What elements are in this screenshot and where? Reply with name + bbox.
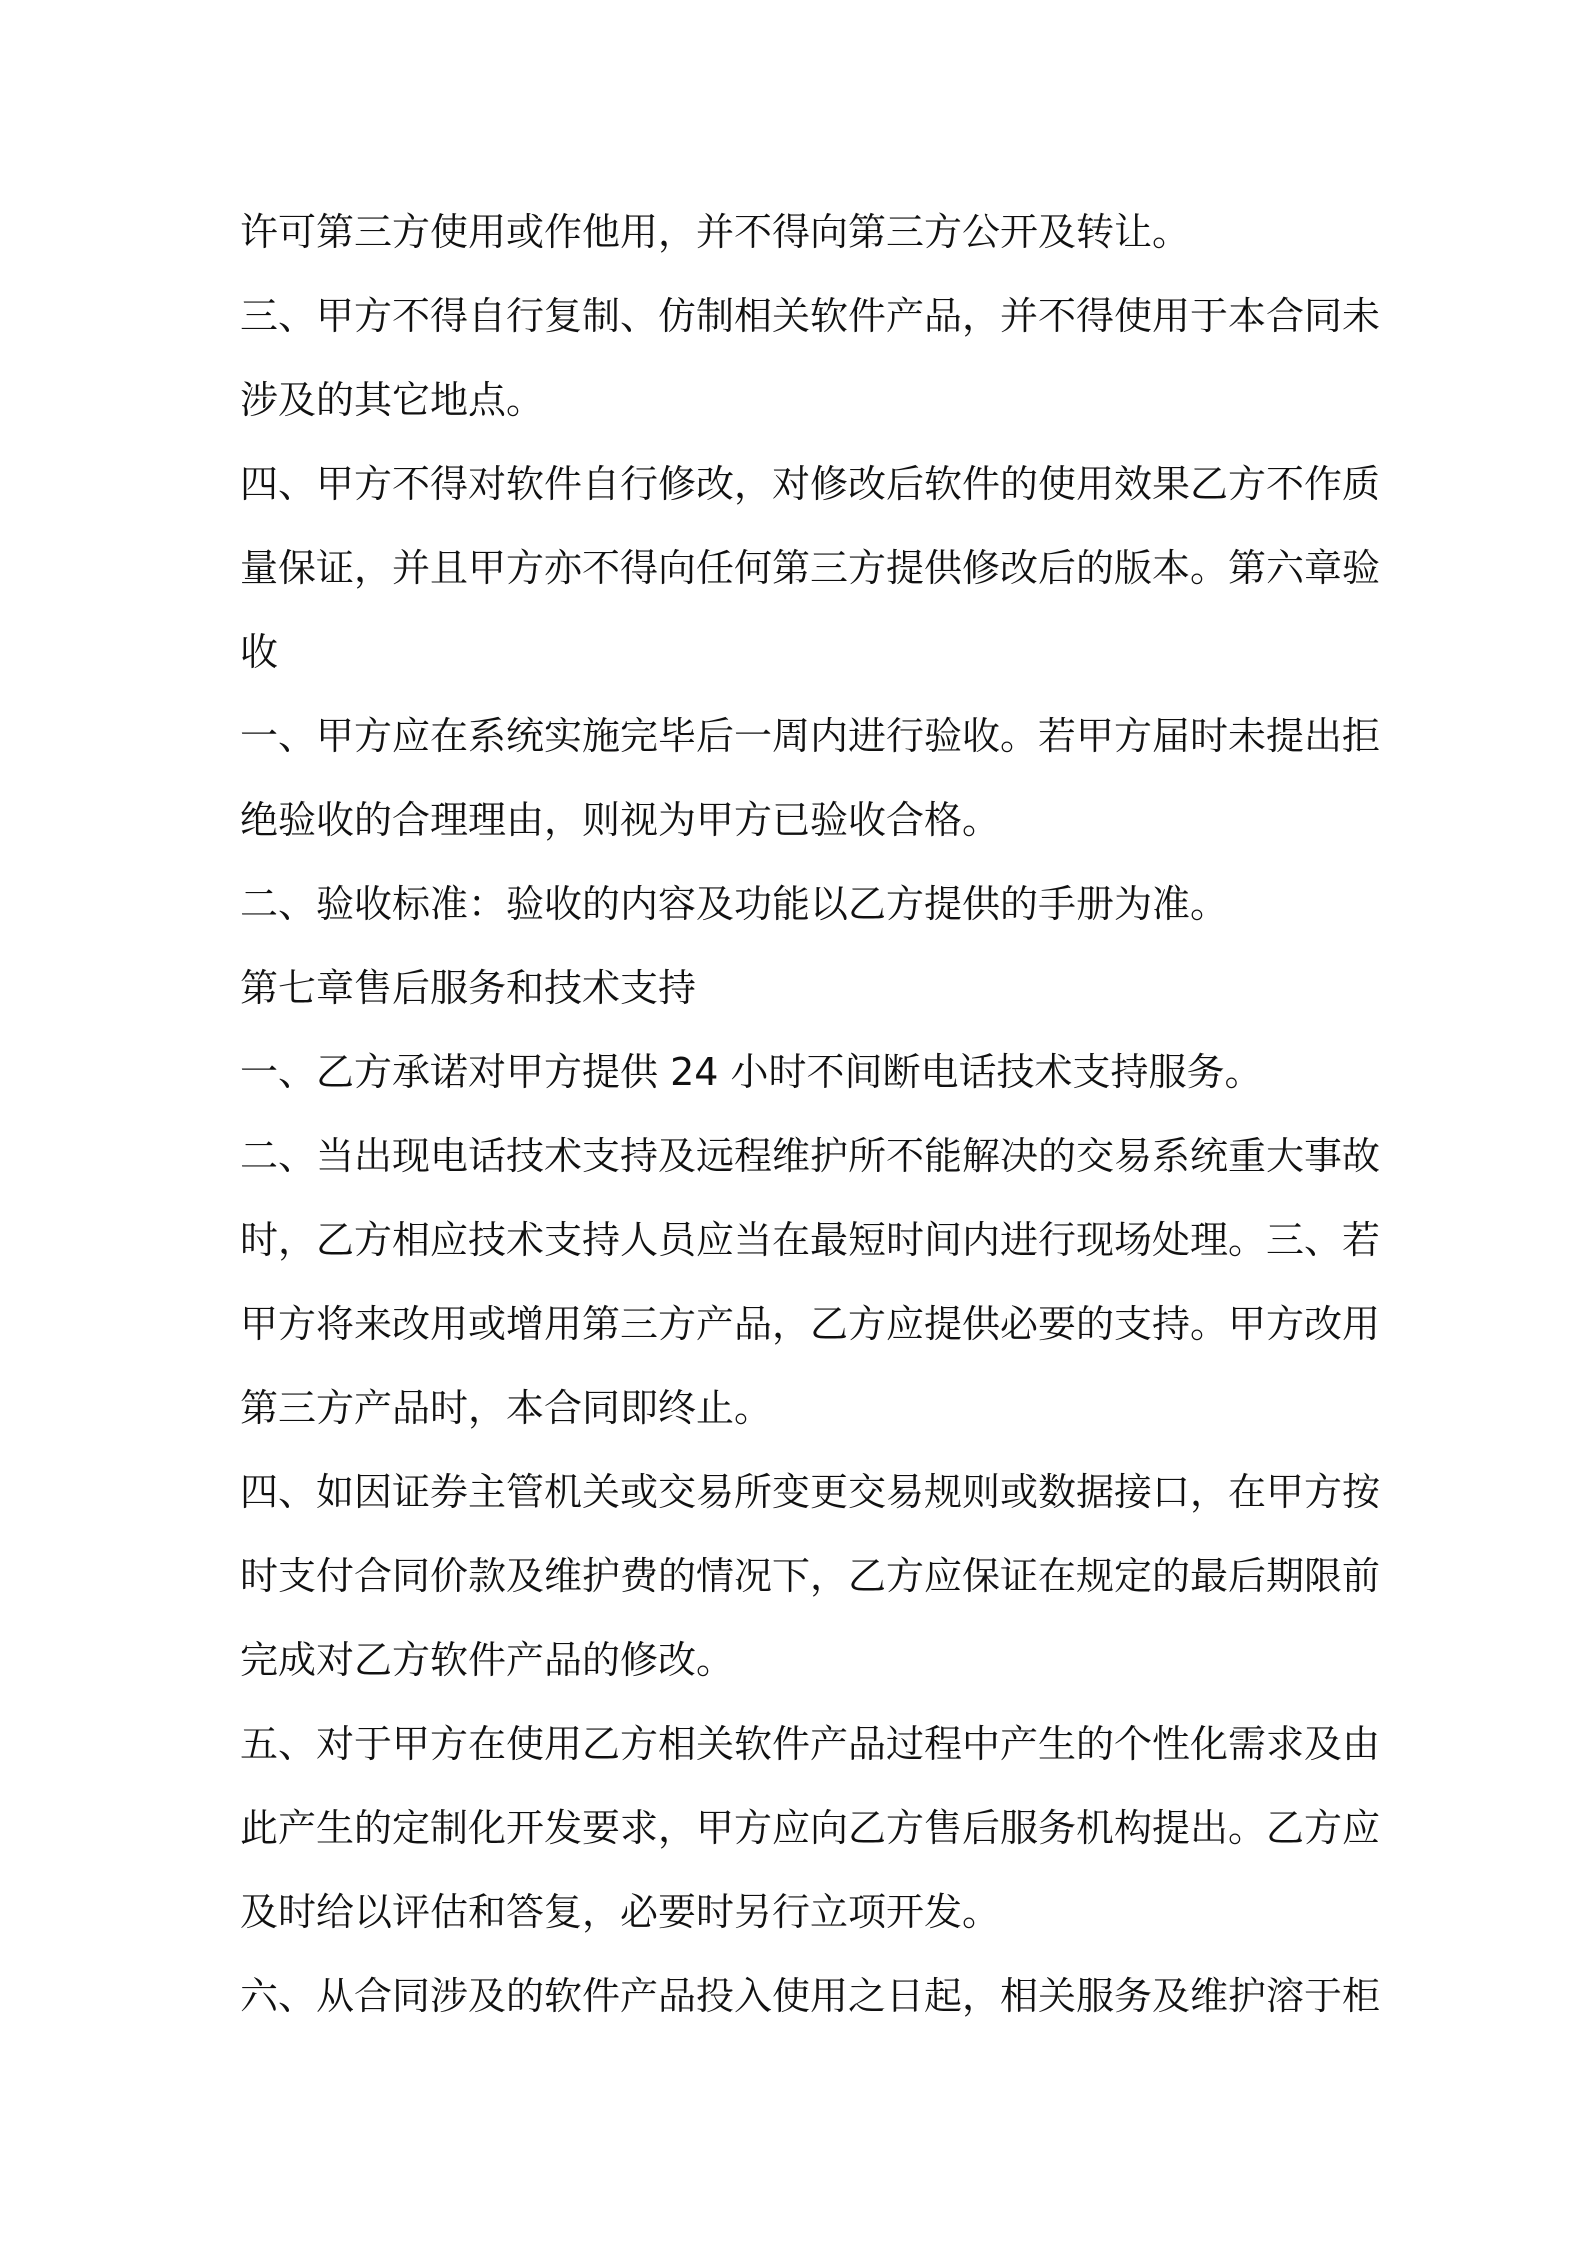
text-line: 此产生的定制化开发要求，甲方应向乙方售后服务机构提出。乙方应: [240, 1806, 1381, 1850]
text-line: 五、对于甲方在使用乙方相关软件产品过程中产生的个性化需求及由: [240, 1722, 1381, 1766]
text-line: 一、乙方承诺对甲方提供 24 小时不间断电话技术支持服务。: [240, 1050, 1263, 1094]
text-line: 量保证，并且甲方亦不得向任何第三方提供修改后的版本。第六章验: [240, 546, 1381, 590]
text-line: 及时给以评估和答复，必要时另行立项开发。: [240, 1890, 1001, 1934]
text-line: 收: [240, 630, 279, 674]
text-line: 许可第三方使用或作他用，并不得向第三方公开及转让。: [240, 210, 1191, 254]
text-line: 时支付合同价款及维护费的情况下，乙方应保证在规定的最后期限前: [240, 1554, 1381, 1598]
text-line: 一、甲方应在系统实施完毕后一周内进行验收。若甲方届时未提出拒: [240, 714, 1381, 758]
text-line: 甲方将来改用或增用第三方产品，乙方应提供必要的支持。甲方改用: [240, 1302, 1381, 1346]
chapter-heading: 第七章售后服务和技术支持: [240, 966, 697, 1010]
text-line: 二、验收标准：验收的内容及功能以乙方提供的手册为准。: [240, 882, 1229, 926]
text-line: 六、从合同涉及的软件产品投入使用之日起，相关服务及维护溶于柜: [240, 1974, 1381, 2018]
text-line: 二、当出现电话技术支持及远程维护所不能解决的交易系统重大事故: [240, 1134, 1381, 1178]
text-line: 涉及的其它地点。: [240, 378, 545, 422]
document-body: [240, 190, 1381, 2038]
text-line: 绝验收的合理理由，则视为甲方已验收合格。: [240, 798, 1001, 842]
text-line: 第三方产品时，本合同即终止。: [240, 1386, 773, 1430]
text-line: 四、如因证券主管机关或交易所变更交易规则或数据接口，在甲方按: [240, 1470, 1381, 1514]
text-line: 完成对乙方软件产品的修改。: [240, 1638, 735, 1682]
text-line: 四、甲方不得对软件自行修改，对修改后软件的使用效果乙方不作质: [240, 462, 1381, 506]
text-line: 三、甲方不得自行复制、仿制相关软件产品，并不得使用于本合同未: [240, 294, 1381, 338]
text-line: 时，乙方相应技术支持人员应当在最短时间内进行现场处理。三、若: [240, 1218, 1381, 1262]
